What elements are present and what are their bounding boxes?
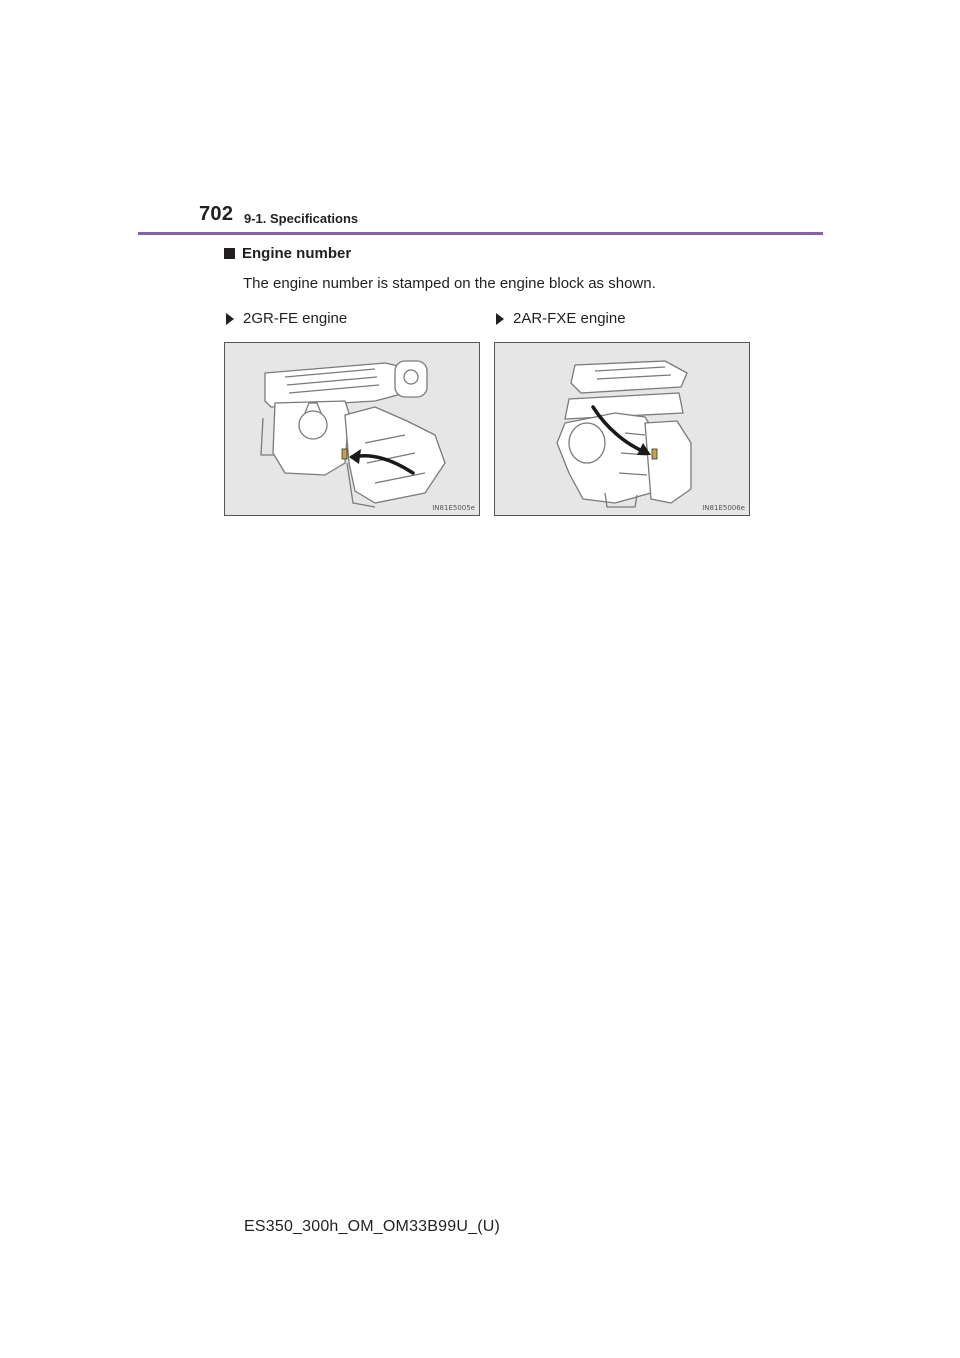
caption-text: 2GR-FE engine — [243, 310, 348, 327]
figure-caption-left — [226, 310, 347, 327]
engine-drawing — [495, 343, 751, 517]
caption-text: 2AR-FXE engine — [513, 310, 626, 327]
page-number: 702 — [199, 203, 234, 225]
engine-number-stamp — [342, 449, 347, 459]
figure-code: IN81E5005e — [432, 504, 475, 512]
engine-illustration-2gr-fe — [224, 342, 480, 516]
page-header — [199, 203, 823, 233]
square-bullet-icon — [224, 248, 235, 259]
figure-caption-right — [496, 310, 626, 327]
header-rule — [138, 232, 823, 235]
engine-illustration-2ar-fxe — [494, 342, 750, 516]
section-title: 9-1. Specifications — [244, 211, 359, 226]
triangle-bullet-icon — [226, 313, 234, 325]
triangle-bullet-icon — [496, 313, 504, 325]
document-code: ES350_300h_OM_OM33B99U_(U) — [244, 1218, 501, 1235]
figure-code: IN81E5006e — [702, 504, 745, 512]
body-text: The engine number is stamped on the engine block as shown. — [243, 275, 656, 292]
engine-number-stamp — [652, 449, 657, 459]
section-heading — [224, 245, 351, 262]
engine-drawing — [225, 343, 481, 517]
heading-text: Engine number — [242, 245, 352, 262]
